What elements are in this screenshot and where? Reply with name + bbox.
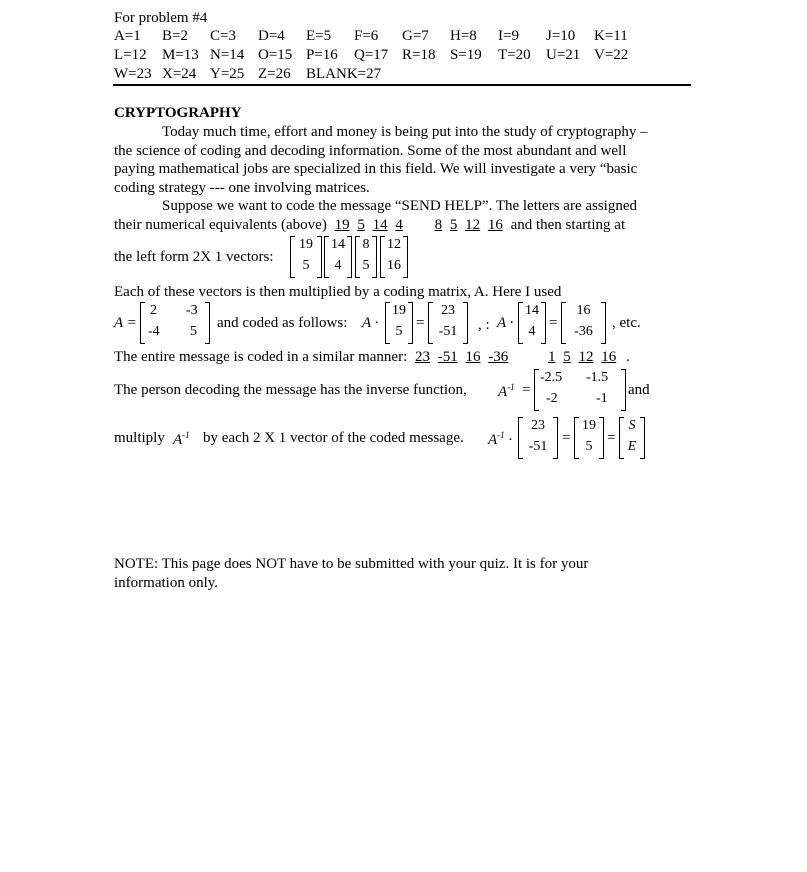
matrix-entry: -51 bbox=[528, 439, 548, 454]
number-value: 16 bbox=[487, 217, 503, 233]
code-item: Q=17 bbox=[354, 47, 389, 63]
vector-matrix bbox=[518, 417, 558, 459]
a-inverse-base: A bbox=[488, 432, 498, 448]
matrix-entry: 8 bbox=[362, 237, 370, 252]
number-value: 12 bbox=[578, 349, 594, 365]
number-value: 5 bbox=[357, 217, 365, 233]
equals-sign: = bbox=[607, 430, 616, 446]
coded-text: and coded as follows: bbox=[217, 315, 348, 331]
paragraph-line: coding strategy --- one involving matrices. bbox=[114, 180, 370, 196]
matrix-a-label: A = bbox=[114, 315, 137, 331]
number-value: 4 bbox=[395, 217, 403, 233]
numeric-equivalents-line bbox=[114, 217, 625, 234]
code-item: B=2 bbox=[162, 28, 188, 44]
matrix-entry: 19 bbox=[392, 303, 406, 318]
code-item: A=1 bbox=[114, 28, 141, 44]
matrix-entry: 19 bbox=[582, 418, 596, 433]
code-item: E=5 bbox=[306, 28, 332, 44]
code-item: K=11 bbox=[594, 28, 628, 44]
code-item: N=14 bbox=[210, 47, 245, 63]
code-item: C=3 bbox=[210, 28, 236, 44]
a-inverse-label: $A^{-1}$ · bbox=[488, 430, 513, 448]
number-value: 5 bbox=[563, 349, 571, 365]
number-value: 12 bbox=[465, 217, 481, 233]
and-text: and bbox=[628, 382, 650, 398]
code-item: S=19 bbox=[450, 47, 482, 63]
matrix-entry: 23 bbox=[441, 303, 455, 318]
matrix-entry: 16 bbox=[387, 258, 401, 273]
matrix-entry: -2 bbox=[546, 391, 558, 406]
paragraph-line: Suppose we want to code the message “SEND HELP”. The letters are assigned bbox=[162, 198, 638, 214]
paragraph-text: The person decoding the message has the inverse function, bbox=[114, 382, 467, 398]
code-item: L=12 bbox=[114, 47, 147, 63]
paragraph-text: by each 2 X 1 vector of the coded message. bbox=[203, 430, 464, 446]
number-value: 23 bbox=[414, 349, 430, 365]
a-inverse-exponent: -1 bbox=[497, 430, 505, 440]
number-value: 19 bbox=[334, 217, 350, 233]
section-heading: CRYPTOGRAPHY bbox=[114, 105, 242, 121]
code-item: J=10 bbox=[546, 28, 576, 44]
code-item: Y=25 bbox=[210, 66, 245, 82]
equals-sign: = bbox=[549, 315, 558, 331]
a-inverse-exponent: -1 bbox=[507, 382, 515, 392]
number-value: 1 bbox=[547, 349, 556, 365]
code-item: M=13 bbox=[162, 47, 199, 63]
matrix-entry: -2.5 bbox=[540, 370, 563, 385]
vector-matrix bbox=[619, 417, 645, 459]
period: . bbox=[625, 349, 630, 365]
vector-matrix bbox=[355, 236, 377, 278]
code-item: BLANK=27 bbox=[306, 66, 382, 82]
matrix-entry: -51 bbox=[438, 324, 458, 339]
code-item: H=8 bbox=[450, 28, 477, 44]
coding-matrix bbox=[140, 302, 210, 344]
vector-matrix bbox=[561, 302, 606, 344]
code-item: F=6 bbox=[354, 28, 379, 44]
code-item: G=7 bbox=[402, 28, 429, 44]
paragraph-text: and then starting at bbox=[510, 217, 626, 233]
matrix-entry: -1 bbox=[596, 391, 608, 406]
matrix-entry: S bbox=[628, 418, 636, 433]
matrix-entry: 5 bbox=[302, 258, 310, 273]
code-item: P=16 bbox=[306, 47, 338, 63]
coded-message-line bbox=[114, 349, 630, 366]
vector-matrix bbox=[428, 302, 468, 344]
a-inverse-label bbox=[498, 382, 515, 401]
paragraph-text: multiply bbox=[114, 430, 165, 446]
problem-title: For problem #4 bbox=[114, 10, 208, 26]
matrix-entry: -36 bbox=[574, 324, 593, 339]
vector-matrix bbox=[380, 236, 408, 278]
vector-matrix bbox=[518, 302, 546, 344]
matrix-entry: E bbox=[627, 439, 637, 454]
paragraph-line: paying mathematical jobs are specialized in this field. We will investigate a very “basic bbox=[114, 161, 638, 177]
matrix-entry: 4 bbox=[528, 324, 536, 339]
a-dot: A · bbox=[362, 315, 379, 331]
code-item: Z=26 bbox=[258, 66, 291, 82]
matrix-entry: 19 bbox=[299, 237, 313, 252]
matrix-entry: 2 bbox=[150, 303, 157, 318]
number-value: -51 bbox=[437, 349, 458, 365]
vector-matrix bbox=[574, 417, 604, 459]
code-item: I=9 bbox=[498, 28, 519, 44]
matrix-entry: -3 bbox=[186, 303, 198, 318]
matrix-entry: -1.5 bbox=[586, 370, 609, 385]
matrix-entry: 5 bbox=[395, 324, 403, 339]
paragraph-line: Each of these vectors is then multiplied by a coding matrix, A. Here I used bbox=[114, 284, 562, 300]
note-line: NOTE: This page does NOT have to be submitted with your quiz. It is for your bbox=[114, 556, 589, 572]
code-item: U=21 bbox=[546, 47, 581, 63]
vector-matrix bbox=[290, 236, 322, 278]
number-value: -36 bbox=[488, 349, 509, 365]
matrix-entry: 4 bbox=[334, 258, 342, 273]
a-inverse-base: A bbox=[173, 432, 183, 448]
divider bbox=[113, 84, 691, 86]
inverse-matrix bbox=[534, 369, 626, 411]
paragraph-text: The entire message is coded in a similar manner: bbox=[114, 349, 408, 365]
code-item: W=23 bbox=[114, 66, 152, 82]
matrix-entry: 14 bbox=[525, 303, 539, 318]
vector-matrix bbox=[385, 302, 413, 344]
equals-sign: = bbox=[416, 315, 425, 331]
a-inverse-base: A bbox=[498, 384, 508, 400]
note-line: information only. bbox=[114, 575, 219, 591]
separator: , : bbox=[478, 317, 490, 333]
a-inverse-label bbox=[173, 430, 190, 449]
matrix-entry: 16 bbox=[576, 303, 591, 318]
matrix-entry: 5 bbox=[362, 258, 370, 273]
etc-text: , etc. bbox=[612, 315, 641, 331]
a-dot: A · bbox=[497, 315, 514, 331]
number-value: 16 bbox=[465, 349, 481, 365]
equals-sign: = bbox=[522, 382, 531, 398]
matrix-entry: 12 bbox=[387, 237, 401, 252]
number-value: 8 bbox=[434, 217, 443, 233]
code-item: V=22 bbox=[594, 47, 629, 63]
matrix-entry: 5 bbox=[190, 324, 197, 339]
number-value: 14 bbox=[372, 217, 388, 233]
number-value: 5 bbox=[449, 217, 458, 233]
number-value: 16 bbox=[601, 349, 617, 365]
paragraph-text: their numerical equivalents (above) bbox=[114, 217, 327, 233]
paragraph-line: Today much time, effort and money is being put into the study of cryptography – bbox=[162, 124, 648, 140]
matrix-entry: 23 bbox=[531, 418, 545, 433]
code-item: X=24 bbox=[162, 66, 197, 82]
matrix-entry: 5 bbox=[585, 439, 593, 454]
paragraph-line: the left form 2X 1 vectors: bbox=[114, 249, 274, 265]
vector-matrix bbox=[324, 236, 352, 278]
matrix-entry: -4 bbox=[148, 324, 160, 339]
equals-sign: = bbox=[562, 430, 571, 446]
code-item: T=20 bbox=[498, 47, 531, 63]
paragraph-line: the science of coding and decoding information. Some of the most abundant and well bbox=[114, 143, 627, 159]
code-item: O=15 bbox=[258, 47, 293, 63]
code-item: D=4 bbox=[258, 28, 285, 44]
matrix-entry: 14 bbox=[331, 237, 345, 252]
a-inverse-exponent: -1 bbox=[182, 430, 190, 440]
code-item: R=18 bbox=[402, 47, 436, 63]
